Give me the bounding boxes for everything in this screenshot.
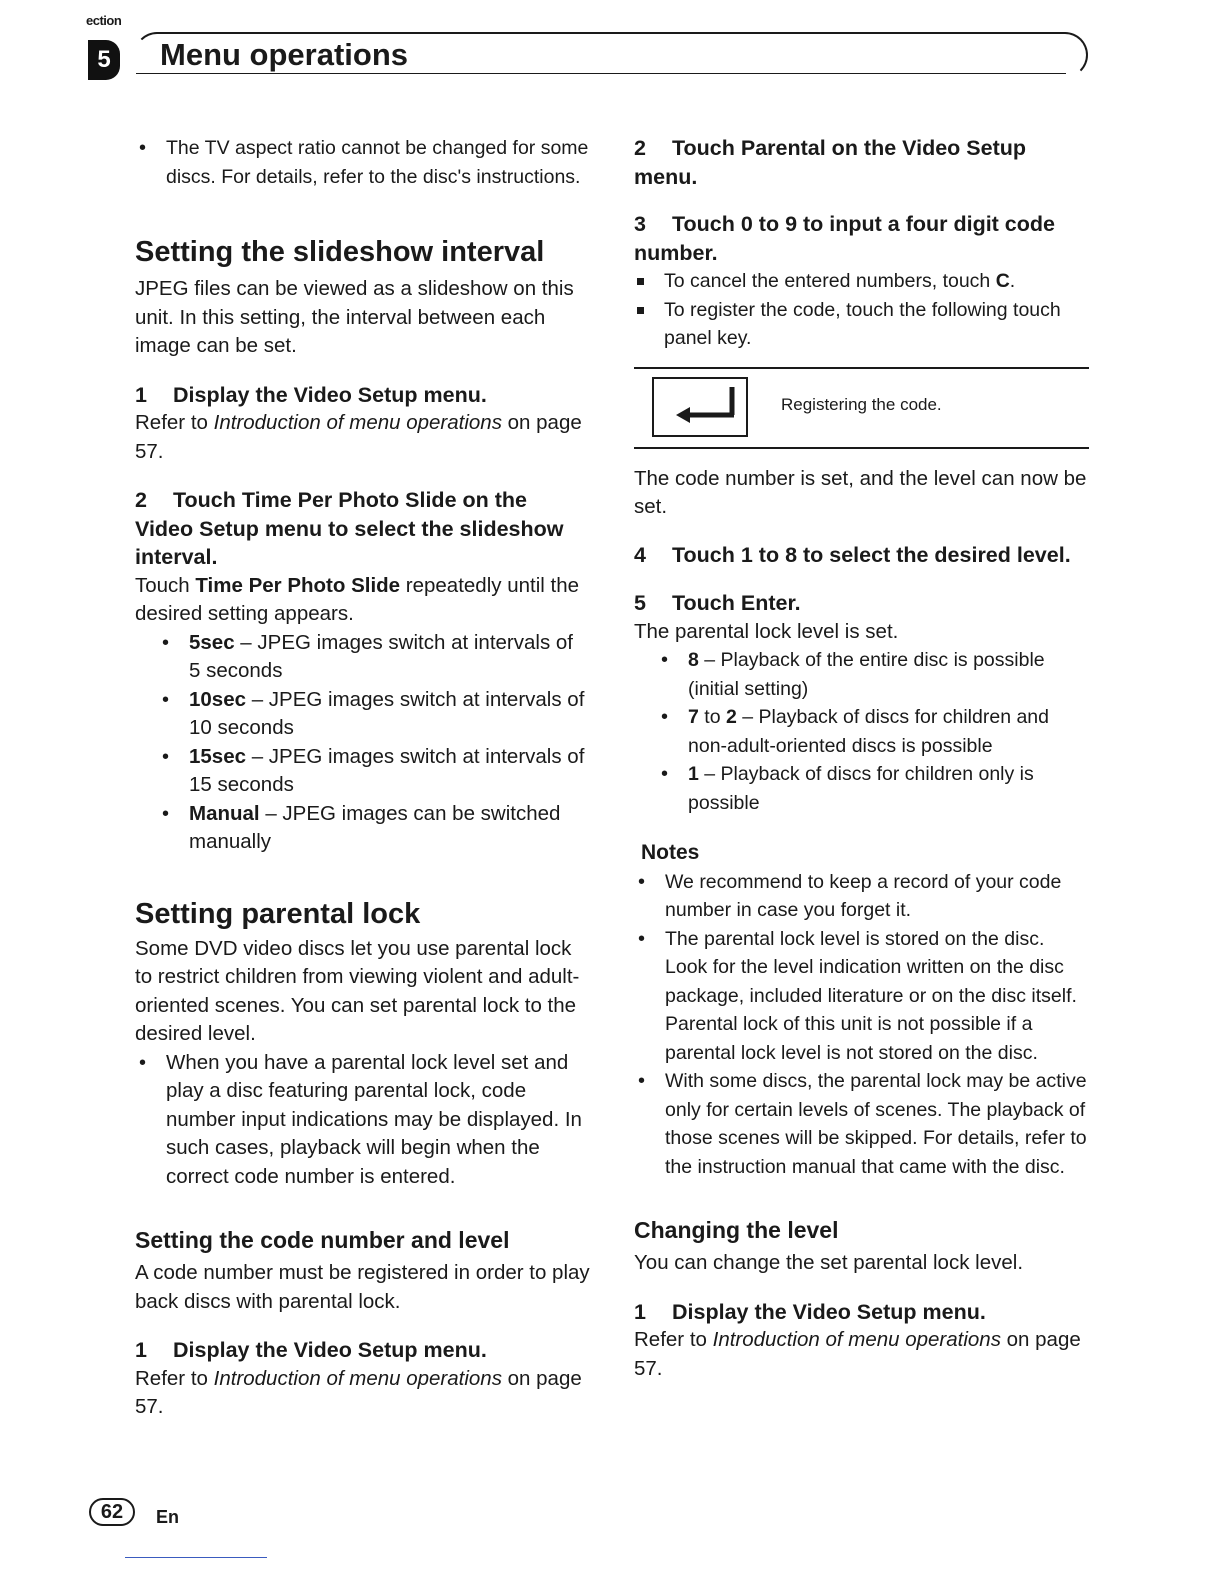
cancel-note	[634, 267, 1089, 296]
step-5-body: The parental lock level is set.	[634, 619, 899, 643]
option-item	[135, 686, 590, 743]
page-title: Menu operations	[160, 37, 409, 72]
key-description: Registering the code.	[781, 394, 942, 414]
change-body: You can change the set parental lock level.	[634, 1251, 1024, 1274]
level-item	[634, 703, 1089, 760]
right-step-2	[634, 134, 1089, 191]
footer-rule	[125, 1557, 267, 1558]
ref-link-text: Introduction of menu operations	[213, 411, 502, 434]
code-step-1-ref	[135, 1365, 590, 1422]
body-suffix: repeatedly until the desired setting appears.	[135, 573, 580, 625]
step-number: 1	[634, 1299, 646, 1324]
ref-prefix: Refer to	[135, 411, 214, 434]
body-bold: Time Per Photo Slide	[195, 573, 401, 597]
slideshow-step-2	[135, 486, 590, 572]
slideshow-body: JPEG files can be viewed as a slideshow on this unit. In this setting, the interval between each image can be set.	[135, 277, 574, 357]
level-desc: – Playback of discs for children only is possible	[688, 763, 1034, 814]
code-step-1	[135, 1336, 590, 1365]
parental-heading: Setting parental lock	[135, 897, 421, 930]
page-number: 62	[89, 1498, 135, 1526]
section-label: ection	[86, 13, 122, 28]
touch-key-table	[634, 367, 1089, 449]
note-suffix: .	[1009, 270, 1016, 292]
step-title: Display the Video Setup menu.	[672, 1299, 986, 1324]
level-item	[634, 646, 1089, 703]
step-title: Touch 0 to 9 to input a four digit code number.	[634, 212, 1055, 265]
option-desc: – JPEG images switch at intervals of 10 seconds	[189, 687, 585, 739]
level-key: 7	[688, 706, 699, 728]
right-step-4	[634, 541, 1089, 570]
option-key: 5sec	[189, 630, 235, 654]
note-item: • The parental lock level is stored on the disc. Look for the level indication written on the disc package, included literature or on the disc itself. Parental lock of this unit is not possible if a parental lock level is not stored on the disc.	[634, 925, 1089, 1068]
slideshow-heading: Setting the slideshow interval	[135, 236, 545, 268]
enter-arrow-icon	[654, 379, 746, 435]
step-number: 5	[634, 591, 646, 615]
right-step-3	[634, 210, 1089, 267]
ref-suffix: on page 57.	[634, 1328, 1081, 1380]
level-key-2: 2	[725, 706, 737, 728]
level-mid: to	[698, 706, 726, 728]
enter-key-icon	[652, 377, 748, 437]
step-number: 2	[634, 136, 646, 160]
step-number: 2	[135, 488, 147, 512]
level-key: 1	[688, 763, 699, 785]
ref-prefix: Refer to	[634, 1328, 713, 1351]
slideshow-step-2-body	[135, 572, 590, 629]
body-prefix: Touch	[135, 573, 196, 597]
level-desc: – Playback of the entire disc is possible (initial setting)	[688, 649, 1045, 700]
option-item	[135, 743, 590, 800]
level-desc: – Playback of discs for children and non-adult-oriented discs is possible	[688, 706, 1049, 757]
option-item	[135, 800, 590, 857]
notes-heading: Notes	[641, 841, 700, 864]
level-item	[634, 760, 1089, 817]
ref-prefix: Refer to	[135, 1366, 214, 1390]
ref-suffix: on page 57.	[135, 1366, 582, 1418]
step-title: Display the Video Setup menu.	[173, 1338, 487, 1362]
level-key: 8	[688, 649, 699, 671]
option-key: 15sec	[189, 744, 247, 768]
header-underline	[136, 73, 1066, 74]
option-key: Manual	[189, 801, 260, 825]
code-body: A code number must be registered in order to play back discs with parental lock.	[135, 1261, 590, 1313]
section-number-badge: 5	[88, 40, 120, 80]
slideshow-step-1-ref	[135, 409, 590, 466]
left-column	[135, 134, 590, 1422]
right-step-5	[634, 589, 1089, 618]
register-note: To register the code, touch the following touch panel key.	[634, 296, 1089, 353]
change-step-1-ref	[634, 1326, 1089, 1383]
ref-link-text: Introduction of menu operations	[712, 1328, 1001, 1351]
step-title: Touch Enter.	[672, 591, 801, 615]
note-item: • We recommend to keep a record of your code number in case you forget it.	[634, 868, 1089, 925]
change-heading: Changing the level	[634, 1217, 839, 1243]
note-prefix: To cancel the entered numbers, touch	[664, 270, 996, 292]
step-number: 3	[634, 212, 646, 236]
step-title: Touch Time Per Photo Slide on the Video Setup menu to select the slideshow interval.	[135, 488, 564, 569]
change-step-1	[634, 1298, 1089, 1327]
right-column	[634, 134, 1089, 1383]
ref-link-text: Introduction of menu operations	[213, 1366, 502, 1390]
step-title: Display the Video Setup menu.	[173, 382, 487, 407]
option-desc: – JPEG images switch at intervals of 15 seconds	[189, 744, 585, 796]
slideshow-step-1	[135, 381, 590, 410]
step-number: 1	[135, 382, 147, 407]
step-number: 4	[634, 542, 646, 567]
option-key: 10sec	[189, 687, 247, 711]
intro-note: • The TV aspect ratio cannot be changed for some discs. For details, refer to the disc's instructions.	[135, 134, 590, 191]
note-item: • With some discs, the parental lock may be active only for certain levels of scenes. The playback of those scenes will be skipped. For details, refer to the instruction manual that came with the disc.	[634, 1067, 1089, 1181]
parental-body: Some DVD video discs let you use parental lock to restrict children from viewing violent and adult-oriented scenes. You can set parental lock to the desired level.	[135, 936, 580, 1045]
after-key-text: The code number is set, and the level can now be set.	[634, 466, 1087, 518]
code-heading: Setting the code number and level	[135, 1227, 510, 1253]
step-title: Touch Parental on the Video Setup menu.	[634, 136, 1026, 189]
step-title: Touch 1 to 8 to select the desired level.	[672, 542, 1071, 567]
language-label: En	[156, 1507, 180, 1527]
cancel-key: C	[995, 270, 1010, 292]
ref-suffix: on page 57.	[135, 411, 582, 463]
parental-note: • When you have a parental lock level set and play a disc featuring parental lock, code number input indications may be displayed. In such cases, playback will begin when the correct code number is entered.	[135, 1049, 590, 1192]
option-desc: – JPEG images switch at intervals of 5 seconds	[189, 630, 573, 682]
step-number: 1	[135, 1338, 147, 1362]
option-desc: – JPEG images can be switched manually	[189, 801, 561, 853]
option-item	[135, 629, 590, 686]
